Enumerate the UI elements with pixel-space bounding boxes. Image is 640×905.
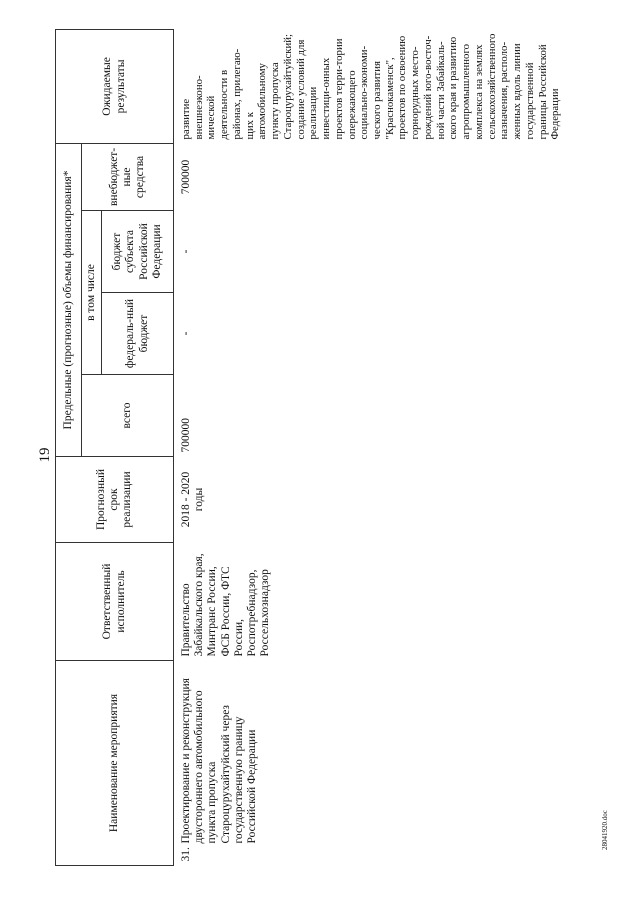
row-federal: - [174,293,640,375]
row-regional: - [174,211,640,293]
row-offbudget: 700000 [174,143,640,210]
row-name-cell [174,661,640,866]
header-name: Наименование мероприятия [56,661,174,866]
activities-table [55,29,640,866]
row-number: 31. [180,847,192,862]
header-offbudget: внебюджет-ные средства [82,143,174,210]
row-executor: Правительство Забайкальского края, Минтранс России, ФСБ России, ФТС России, Роспотребнадзор, Россельхознадзор [174,543,640,661]
rotated-table-container [55,30,640,866]
row-total: 700000 [174,375,640,457]
header-financing: Предельные (прогнозные) объемы финансирования* [56,143,82,456]
footer-filename: 28041920.doc [601,810,609,850]
header-executor: Ответственный исполнитель [56,543,174,661]
header-federal: федераль-ный бюджет [102,293,174,375]
header-term: Прогнозный срок реализации [56,457,174,543]
row-term: 2018 - 2020 годы [174,457,640,543]
row-results: развитие внешнеэконо-мической деятельности в районах, прилегаю-щих к автомобильному пункту пропуска Староцурухайтуйский; создание условий для реализации инвестици-онных проектов терри-тории опережающего социально-экономи-ческого развития "Краснокаменск", проектов по освоению горнорудных место-рождений юго-восточ-ной части Забайкаль-ского края и развитию агропромышленного комплекса на землях сельскохозяйственного назначения, располо-женных вдоль линии государственной границы Российской Федерации [174,29,640,143]
rotated-table-frame [55,30,640,866]
page-number: 19 [37,447,53,463]
header-including: в том числе [82,211,102,375]
header-results: Ожидаемые результаты [56,29,174,143]
row-name: Проектирование и реконструкция двустороннего автомобильного пункта пропуска Староцурухайтуйский через государственную границу Российской Федерации [180,678,259,844]
header-total: всего [82,375,174,457]
header-regional: бюджет субъекта Российской Федерации [102,211,174,293]
